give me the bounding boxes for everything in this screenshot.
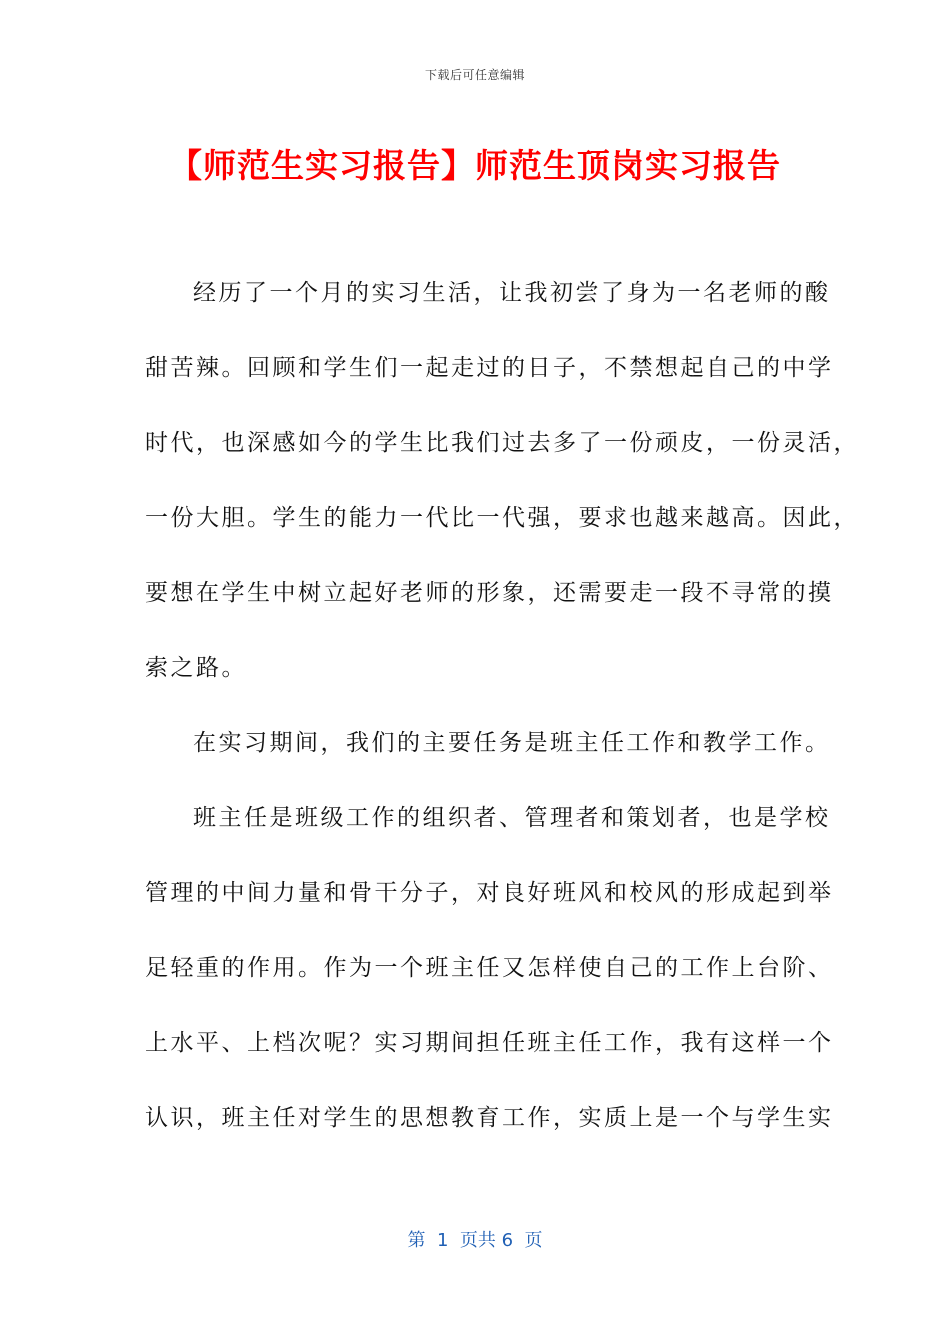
paragraph-line: 要想在学生中树立起好老师的形象，还需要走一段不寻常的摸	[145, 580, 834, 606]
paragraph-line: 管理的中间力量和骨干分子，对良好班风和校风的形成起到举	[145, 880, 834, 906]
paragraph-line: 时代，也深感如今的学生比我们过去多了一份顽皮，一份灵活，	[145, 430, 859, 456]
paragraph-line: 上水平、上档次呢？实习期间担任班主任工作，我有这样一个	[145, 1030, 834, 1056]
document-title: 【师范生实习报告】师范生顶岗实习报告	[169, 146, 781, 185]
paragraph-line: 索之路。	[145, 655, 247, 681]
paragraph-line: 经历了一个月的实习生活，让我初尝了身为一名老师的酸	[193, 280, 831, 306]
paragraph-line: 足轻重的作用。作为一个班主任又怎样使自己的工作上台阶、	[145, 955, 834, 981]
page-footer: 第 1 页共 6 页	[407, 1230, 543, 1251]
paragraph-line: 在实习期间，我们的主要任务是班主任工作和教学工作。	[193, 730, 831, 756]
paragraph-line: 一份大胆。学生的能力一代比一代强，要求也越来越高。因此，	[145, 505, 859, 531]
paragraph-line: 班主任是班级工作的组织者、管理者和策划者，也是学校	[193, 805, 831, 831]
body-text	[145, 266, 859, 1166]
header-note: 下载后可任意编辑	[424, 68, 525, 82]
paragraph-line: 认识，班主任对学生的思想教育工作，实质上是一个与学生实	[145, 1105, 834, 1131]
paragraph-line: 甜苦辣。回顾和学生们一起走过的日子，不禁想起自己的中学	[145, 355, 834, 381]
